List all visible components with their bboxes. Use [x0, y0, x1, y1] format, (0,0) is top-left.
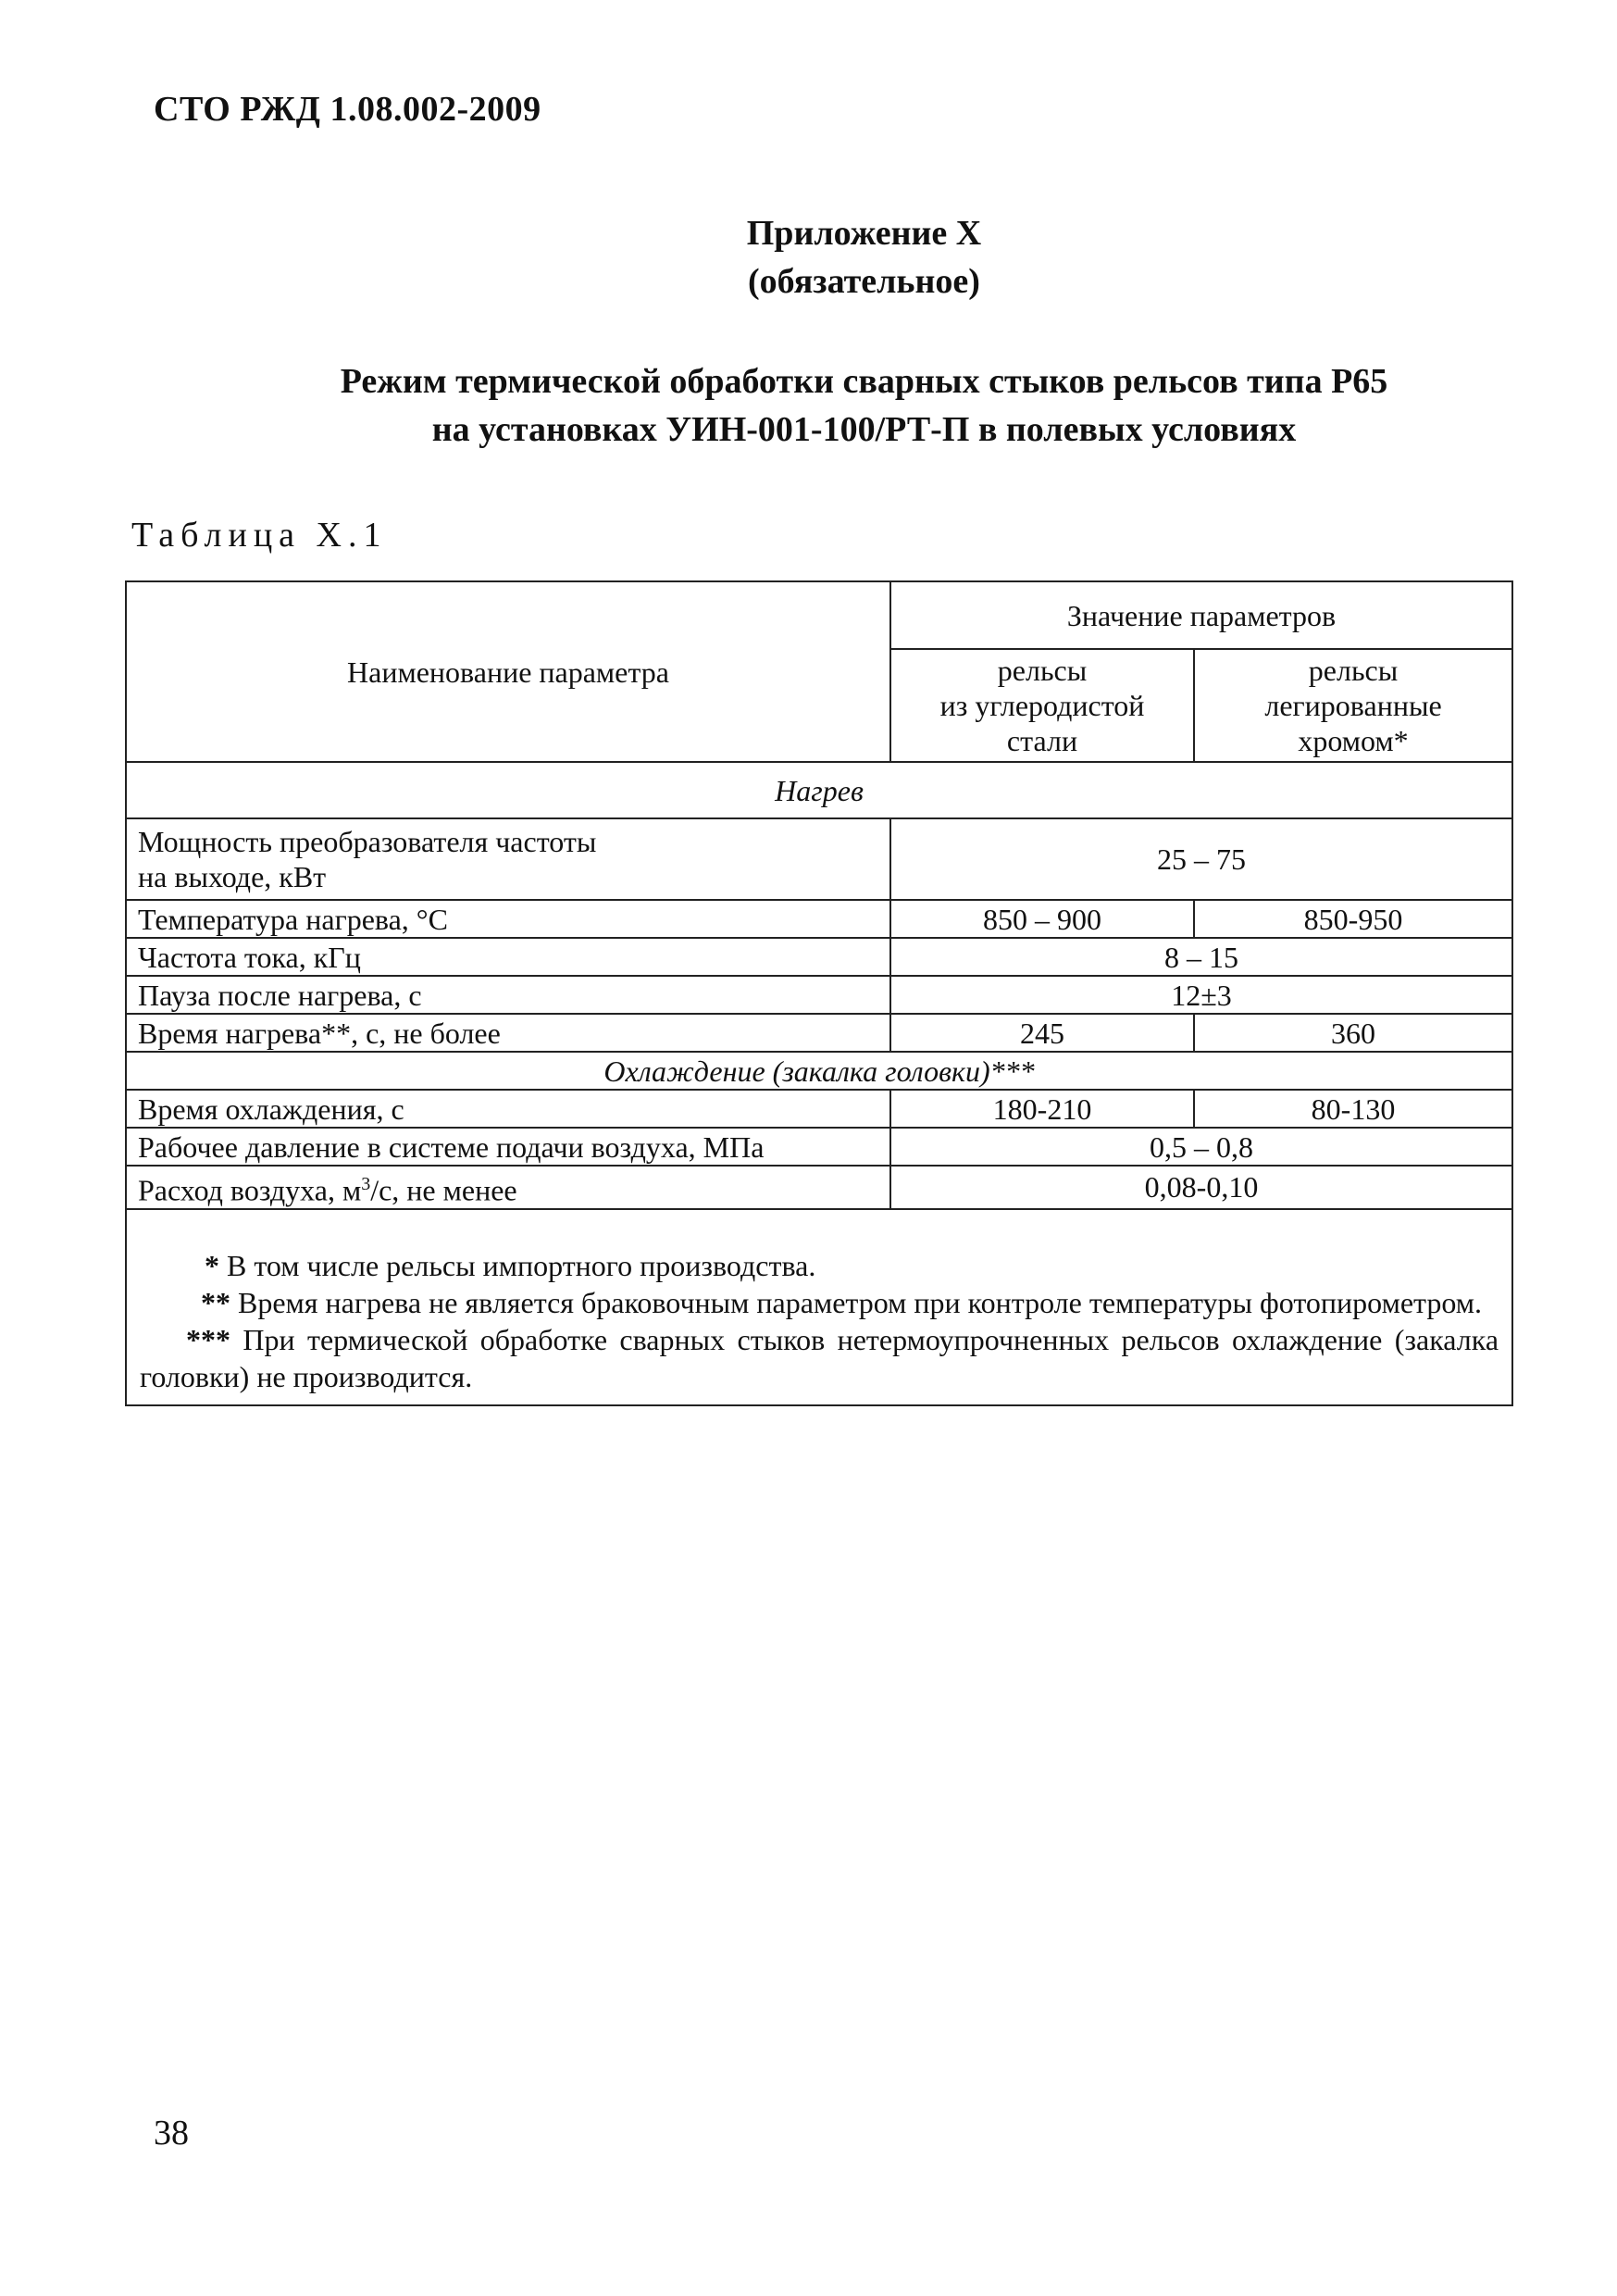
- footnote-2: [140, 1284, 1499, 1321]
- table-caption: Таблица Х.1: [131, 516, 388, 555]
- document-title: [0, 357, 1617, 454]
- param-value: 0,5 – 0,8: [890, 1128, 1512, 1166]
- header-carbon-steel-rails: рельсы из углеродистой стали: [890, 649, 1194, 762]
- param-value-carbon: 850 – 900: [890, 900, 1194, 938]
- footnote-mark: **: [201, 1285, 230, 1319]
- appendix-title: Приложение Х: [746, 214, 982, 253]
- document-code: СТО РЖД 1.08.002-2009: [154, 90, 541, 129]
- param-name-part: Расход воздуха, м: [138, 1173, 362, 1207]
- header-parameter-name: Наименование параметра: [126, 581, 890, 762]
- table-row: [126, 1128, 1512, 1166]
- table-row: [126, 818, 1512, 900]
- param-value-alloy: 850-950: [1194, 900, 1512, 938]
- footnote-mark: *: [205, 1248, 219, 1282]
- param-value: 12±3: [890, 976, 1512, 1014]
- page-number: 38: [154, 2114, 189, 2152]
- table-row: [126, 1014, 1512, 1052]
- param-name: Частота тока, кГц: [126, 938, 890, 976]
- notes-row: [126, 1209, 1512, 1405]
- appendix-status: (обязательное): [748, 262, 980, 301]
- param-value-carbon: 180-210: [890, 1090, 1194, 1128]
- param-name: Мощность преобразователя частоты на выходе, кВт: [126, 818, 890, 900]
- appendix-heading: [0, 209, 1617, 306]
- param-name: Время охлаждения, с: [126, 1090, 890, 1128]
- header-parameter-values: Значение параметров: [890, 581, 1512, 649]
- table-row: [126, 900, 1512, 938]
- table-row: [126, 976, 1512, 1014]
- param-value: 0,08-0,10: [890, 1166, 1512, 1209]
- param-value: 8 – 15: [890, 938, 1512, 976]
- param-name: Пауза после нагрева, с: [126, 976, 890, 1014]
- header-chromium-alloy-rails: рельсы легированные хромом*: [1194, 649, 1512, 762]
- section-heating: Нагрев: [126, 762, 1512, 818]
- table-header-row: [126, 581, 1512, 649]
- table-row: [126, 938, 1512, 976]
- footnote-text: Время нагрева не является браковочным параметром при контроле температуры фотопирометром.: [230, 1285, 1483, 1319]
- table-row: [126, 1090, 1512, 1128]
- param-value-alloy: 360: [1194, 1014, 1512, 1052]
- param-name: Температура нагрева, °С: [126, 900, 890, 938]
- title-line-1: Режим термической обработки сварных стыков рельсов типа Р65: [340, 362, 1388, 401]
- param-name-part: /с, не менее: [370, 1173, 517, 1207]
- table-notes: [126, 1209, 1512, 1405]
- param-name: Рабочее давление в системе подачи воздуха, МПа: [126, 1128, 890, 1166]
- section-row-heating: [126, 762, 1512, 818]
- param-value-alloy: 80-130: [1194, 1090, 1512, 1128]
- footnote-3: [140, 1321, 1499, 1395]
- section-row-cooling: [126, 1052, 1512, 1090]
- parameters-table: [125, 580, 1513, 1406]
- param-value: 25 – 75: [890, 818, 1512, 900]
- footnote-mark: ***: [186, 1322, 230, 1356]
- title-line-2: на установках УИН-001-100/РТ-П в полевых условиях: [431, 410, 1297, 449]
- param-value-carbon: 245: [890, 1014, 1194, 1052]
- section-cooling: Охлаждение (закалка головки)***: [126, 1052, 1512, 1090]
- param-name: Время нагрева**, с, не более: [126, 1014, 890, 1052]
- param-name: [126, 1166, 890, 1209]
- table-row: [126, 1166, 1512, 1209]
- param-name-superscript: 3: [361, 1174, 371, 1194]
- footnote-text: При термической обработке сварных стыков нетермоупрочненных рельсов охлаждение (закалка головки) не производится.: [140, 1322, 1499, 1393]
- footnote-text: В том числе рельсы импортного производства.: [219, 1248, 816, 1282]
- footnote-1: [140, 1247, 1499, 1284]
